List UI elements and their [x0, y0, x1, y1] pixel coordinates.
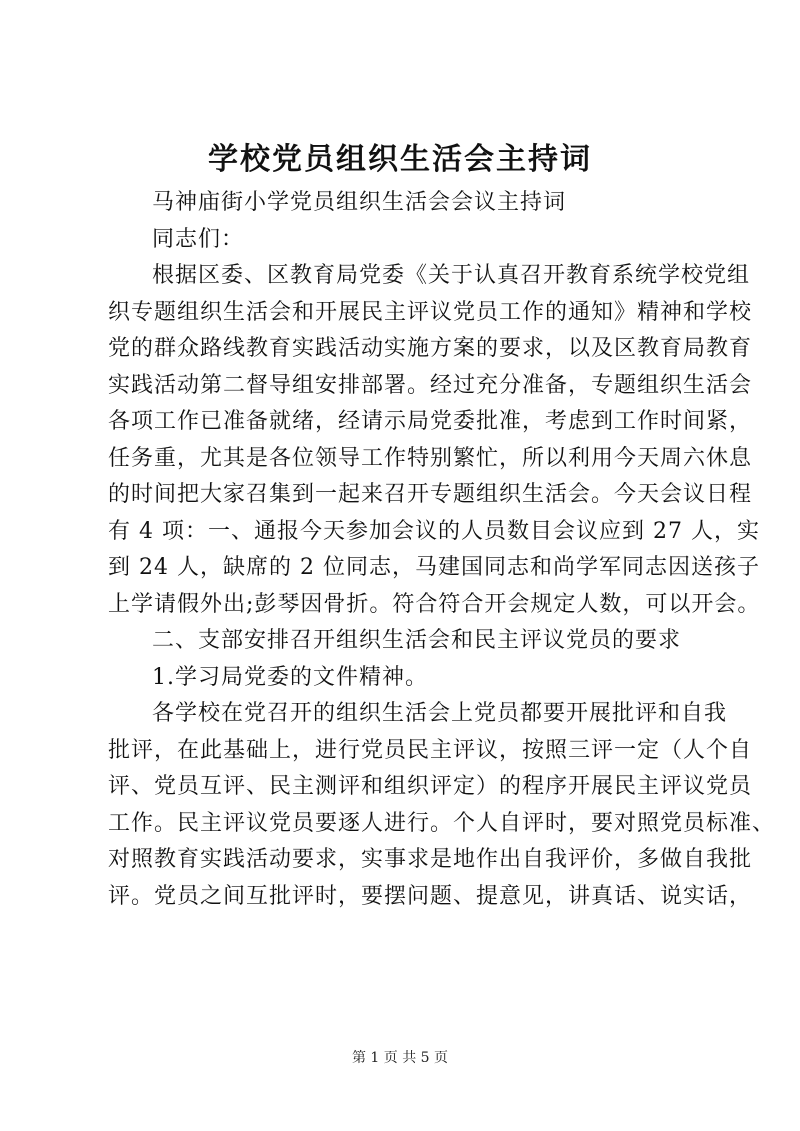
paragraph-line: 评。党员之间互批评时，要摆问题、提意见，讲真话、说实话， — [108, 883, 753, 909]
paragraph-line: 实践活动第二督导组安排部署。经过充分准备，专题组织生活会 — [108, 372, 753, 398]
page-footer: 第 1 页 共 5 页 — [351, 1050, 449, 1066]
paragraph-line: 上学请假外出;彭琴因骨折。符合符合开会规定人数，可以开会。 — [108, 591, 761, 617]
paragraph-line: 党的群众路线教育实践活动实施方案的要求，以及区教育局教育 — [108, 336, 753, 361]
paragraph-line: 对照教育实践活动要求，实事求是地作出自我评价，多做自我批 — [108, 847, 753, 872]
paragraph-line: 有 4 项：一、通报今天参加会议的人员数目会议应到 27 人，实 — [108, 518, 760, 544]
paragraph-line: 任务重，尤其是各位领导工作特别繁忙，所以利用今天周六休息 — [108, 445, 753, 471]
paragraph-line: 织专题组织生活会和开展民主评议党员工作的通知》精神和学校 — [108, 299, 753, 325]
paragraph-line: 各学校在党召开的组织生活会上党员都要开展批评和自我 — [152, 701, 728, 726]
paragraph-line: 的时间把大家召集到一起来召开专题组织生活会。今天会议日程 — [108, 482, 753, 507]
paragraph-line: 批评，在此基础上，进行党员民主评议，按照三评一定（人个自 — [108, 737, 753, 763]
subtitle-line: 马神庙街小学党员组织生活会会议主持词 — [152, 190, 567, 215]
document-title: 学校党员组织生活会主持词 — [208, 142, 592, 177]
paragraph-line: 工作。民主评议党员要逐人进行。个人自评时，要对照党员标准、 — [108, 810, 776, 836]
paragraph-line: 到 24 人，缺席的 2 位同志，马建国同志和尚学军同志因送孩子 — [108, 555, 760, 580]
paragraph-line: 评、党员互评、民主测评和组织评定）的程序开展民主评议党员 — [108, 774, 753, 799]
section-heading: 二、支部安排召开组织生活会和民主评议党员的要求 — [152, 628, 682, 653]
paragraph-line: 根据区委、区教育局党委《关于认真召开教育系统学校党组 — [152, 263, 751, 288]
salutation-line: 同志们： — [152, 226, 245, 252]
paragraph-line: 各项工作已准备就绪，经请示局党委批准，考虑到工作时间紧， — [108, 409, 753, 434]
subsection-heading: 1.学习局党委的文件精神。 — [152, 664, 428, 690]
document-body — [108, 185, 776, 915]
